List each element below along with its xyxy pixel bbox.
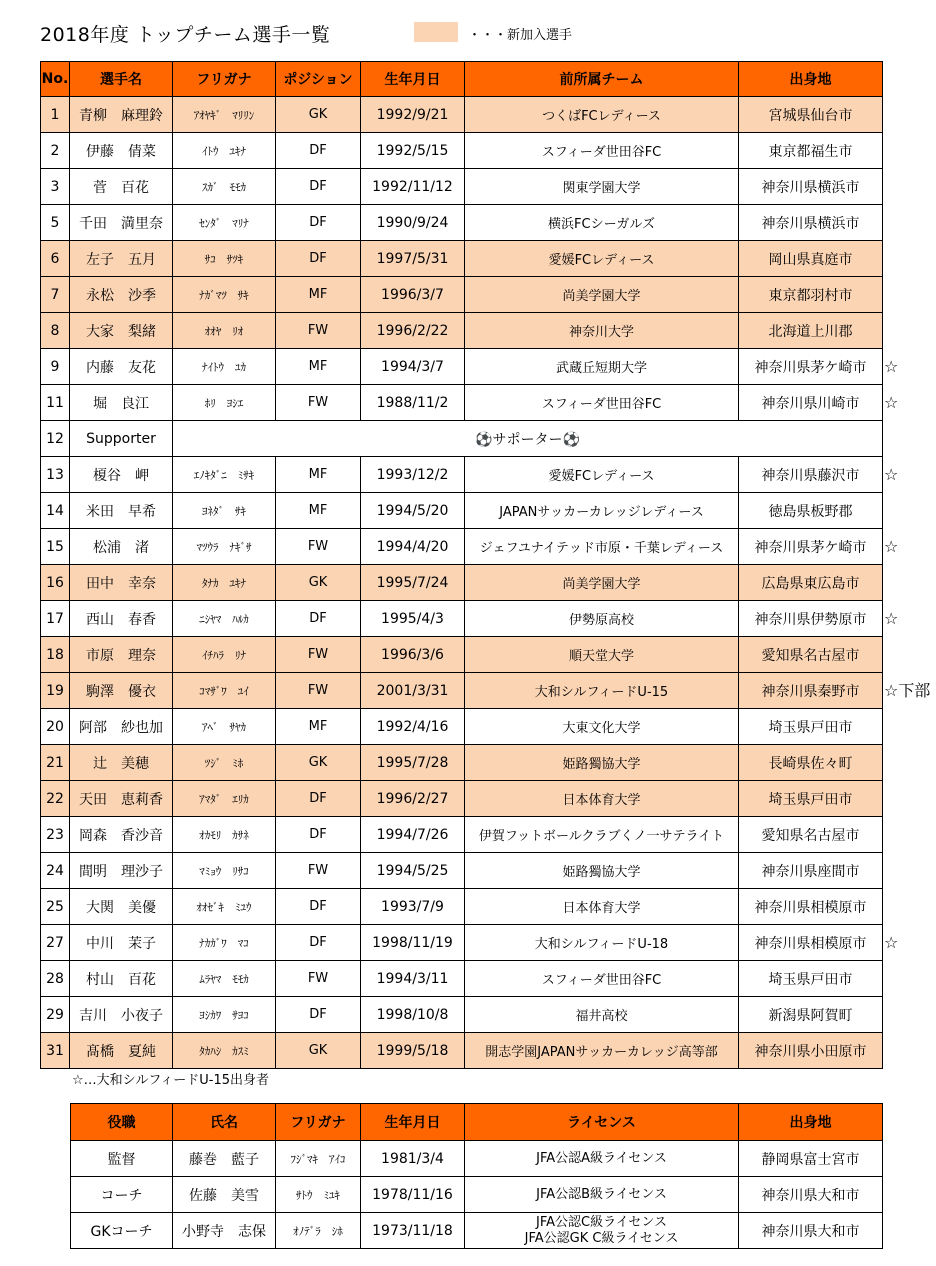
player-hometown: 神奈川県相模原市 [739, 889, 883, 925]
player-name: 内藤 友花 [70, 349, 173, 385]
player-no: 6 [41, 241, 70, 277]
player-name: 松浦 渚 [70, 529, 173, 565]
player-kana: ｺﾏｻﾞﾜ ﾕｲ [173, 673, 276, 709]
player-kana: ﾏﾂｳﾗ ﾅｷﾞｻ [173, 529, 276, 565]
staff-name: 佐藤 美雪 [173, 1177, 276, 1213]
player-prev-team: 関東学園大学 [465, 169, 739, 205]
player-kana: ﾅｲﾄｳ ﾕｶ [173, 349, 276, 385]
player-row [41, 241, 883, 277]
staff-table [70, 1103, 883, 1249]
player-kana: ｵｶﾓﾘ ｶｻﾈ [173, 817, 276, 853]
player-row [41, 781, 883, 817]
player-name: 西山 春香 [70, 601, 173, 637]
player-mark: ☆ [884, 933, 899, 952]
player-hometown: 宮城県仙台市 [739, 97, 883, 133]
player-position: DF [276, 133, 361, 169]
player-kana: ｴﾉｷﾀﾞﾆ ﾐｻｷ [173, 457, 276, 493]
player-kana: ﾅｶﾞﾏﾂ ｻｷ [173, 277, 276, 313]
player-row [41, 97, 883, 133]
player-birth: 1996/2/22 [361, 313, 465, 349]
player-hometown: 埼玉県戸田市 [739, 781, 883, 817]
legend-swatch [414, 22, 458, 42]
player-row [41, 169, 883, 205]
player-prev-team: 大和シルフィードU-15 [465, 673, 739, 709]
player-birth: 1994/3/11 [361, 961, 465, 997]
player-name: 辻 美穂 [70, 745, 173, 781]
player-birth: 1992/11/12 [361, 169, 465, 205]
player-kana: ﾅｶｶﾞﾜ ﾏｺ [173, 925, 276, 961]
player-row [41, 565, 883, 601]
player-name: 駒澤 優衣 [70, 673, 173, 709]
player-hometown: 神奈川県伊勢原市 [739, 601, 883, 637]
header-role: 役職 [71, 1104, 173, 1141]
player-prev-team: 福井高校 [465, 997, 739, 1033]
player-row [41, 349, 883, 385]
player-position: FW [276, 673, 361, 709]
player-row [41, 277, 883, 313]
license-line: JFA公認A級ライセンス [536, 1150, 667, 1166]
player-name: 青柳 麻理鈴 [70, 97, 173, 133]
player-position: FW [276, 637, 361, 673]
player-name: 天田 恵莉香 [70, 781, 173, 817]
player-name: 中川 茉子 [70, 925, 173, 961]
staff-kana: ｻﾄｳ ﾐﾕｷ [276, 1177, 361, 1213]
staff-row [71, 1213, 883, 1249]
player-no: 3 [41, 169, 70, 205]
player-hometown: 神奈川県茅ケ崎市 [739, 349, 883, 385]
player-name: 岡森 香沙音 [70, 817, 173, 853]
player-name: 千田 満里奈 [70, 205, 173, 241]
player-birth: 1988/11/2 [361, 385, 465, 421]
supporter-no: 12 [41, 421, 70, 457]
player-no: 15 [41, 529, 70, 565]
player-position: DF [276, 817, 361, 853]
player-position: MF [276, 709, 361, 745]
player-birth: 1994/7/26 [361, 817, 465, 853]
player-kana: ｲﾁﾊﾗ ﾘﾅ [173, 637, 276, 673]
player-birth: 1992/5/15 [361, 133, 465, 169]
player-kana: ﾎﾘ ﾖｼｴ [173, 385, 276, 421]
license-line: JFA公認C級ライセンス [536, 1214, 667, 1230]
staff-license [465, 1177, 739, 1213]
header-birth: 生年月日 [361, 62, 465, 97]
player-birth: 1992/9/21 [361, 97, 465, 133]
player-birth: 1996/2/27 [361, 781, 465, 817]
player-birth: 1999/5/18 [361, 1033, 465, 1069]
player-hometown: 愛知県名古屋市 [739, 817, 883, 853]
player-position: DF [276, 925, 361, 961]
player-kana: ｵｵｾﾞｷ ﾐﾕｳ [173, 889, 276, 925]
player-name: 髙橋 夏純 [70, 1033, 173, 1069]
header-license: ライセンス [465, 1104, 739, 1141]
staff-row [71, 1177, 883, 1213]
player-position: FW [276, 853, 361, 889]
player-prev-team: 大和シルフィードU-18 [465, 925, 739, 961]
player-mark: ☆下部 [884, 681, 931, 700]
player-name: 堀 良江 [70, 385, 173, 421]
player-prev-team: JAPANサッカーカレッジレディース [465, 493, 739, 529]
player-hometown: 神奈川県小田原市 [739, 1033, 883, 1069]
player-prev-team: 横浜FCシーガルズ [465, 205, 739, 241]
player-no: 18 [41, 637, 70, 673]
player-hometown: 埼玉県戸田市 [739, 709, 883, 745]
staff-kana: ｵﾉﾃﾞﾗ ｼﾎ [276, 1213, 361, 1249]
supporter-row [41, 421, 883, 457]
player-no: 5 [41, 205, 70, 241]
header-staff-hometown: 出身地 [739, 1104, 883, 1141]
license-line: JFA公認B級ライセンス [536, 1186, 667, 1202]
page-title: 2018年度 トップチーム選手一覧 [40, 24, 331, 46]
player-position: DF [276, 997, 361, 1033]
player-prev-team: 武蔵丘短期大学 [465, 349, 739, 385]
player-hometown: 徳島県板野郡 [739, 493, 883, 529]
player-birth: 1996/3/6 [361, 637, 465, 673]
player-row [41, 997, 883, 1033]
player-row [41, 925, 883, 961]
player-prev-team: 日本体育大学 [465, 889, 739, 925]
player-position: MF [276, 349, 361, 385]
player-hometown: 広島県東広島市 [739, 565, 883, 601]
player-no: 8 [41, 313, 70, 349]
players-table [40, 61, 883, 1069]
staff-name: 藤巻 藍子 [173, 1141, 276, 1177]
player-prev-team: 神奈川大学 [465, 313, 739, 349]
player-row [41, 961, 883, 997]
player-kana: ﾖｼｶﾜ ｻﾖｺ [173, 997, 276, 1033]
player-hometown: 長崎県佐々町 [739, 745, 883, 781]
player-no: 24 [41, 853, 70, 889]
player-position: DF [276, 205, 361, 241]
player-name: 米田 早希 [70, 493, 173, 529]
player-birth: 1994/3/7 [361, 349, 465, 385]
player-hometown: 東京都福生市 [739, 133, 883, 169]
player-row [41, 853, 883, 889]
player-birth: 1998/10/8 [361, 997, 465, 1033]
player-mark: ☆ [884, 357, 899, 376]
staff-role: GKコーチ [71, 1213, 173, 1249]
staff-hometown: 神奈川県大和市 [739, 1213, 883, 1249]
player-position: GK [276, 97, 361, 133]
header-no: No. [41, 62, 70, 97]
player-no: 20 [41, 709, 70, 745]
player-name: 永松 沙季 [70, 277, 173, 313]
player-prev-team: 伊勢原高校 [465, 601, 739, 637]
player-prev-team: スフィーダ世田谷FC [465, 961, 739, 997]
player-no: 11 [41, 385, 70, 421]
player-hometown: 北海道上川郡 [739, 313, 883, 349]
player-no: 29 [41, 997, 70, 1033]
player-hometown: 神奈川県横浜市 [739, 205, 883, 241]
player-kana: ｽｶﾞ ﾓﾓｶ [173, 169, 276, 205]
staff-row [71, 1141, 883, 1177]
player-position: DF [276, 889, 361, 925]
player-name: 田中 幸奈 [70, 565, 173, 601]
staff-hometown: 神奈川県大和市 [739, 1177, 883, 1213]
staff-license [465, 1141, 739, 1177]
player-row [41, 133, 883, 169]
player-birth: 1998/11/19 [361, 925, 465, 961]
player-prev-team: スフィーダ世田谷FC [465, 385, 739, 421]
player-name: 榎谷 岬 [70, 457, 173, 493]
player-position: DF [276, 169, 361, 205]
player-position: FW [276, 385, 361, 421]
player-name: 大関 美優 [70, 889, 173, 925]
player-name: 伊藤 倩菜 [70, 133, 173, 169]
player-no: 13 [41, 457, 70, 493]
player-no: 23 [41, 817, 70, 853]
player-name: 村山 百花 [70, 961, 173, 997]
player-kana: ﾖﾈﾀﾞ ｻｷ [173, 493, 276, 529]
footnote: ☆…大和シルフィードU-15出身者 [72, 1073, 270, 1088]
player-name: 左子 五月 [70, 241, 173, 277]
staff-license [465, 1213, 739, 1249]
player-name: 間明 理沙子 [70, 853, 173, 889]
player-prev-team: 日本体育大学 [465, 781, 739, 817]
player-position: MF [276, 493, 361, 529]
staff-header-row [71, 1104, 883, 1141]
staff-birth: 1981/3/4 [361, 1141, 465, 1177]
players-header-row [41, 62, 883, 97]
player-kana: ｱﾍﾞ ｻﾔｶ [173, 709, 276, 745]
player-prev-team: 順天堂大学 [465, 637, 739, 673]
player-prev-team: 尚美学園大学 [465, 565, 739, 601]
player-kana: ｾﾝﾀﾞ ﾏﾘﾅ [173, 205, 276, 241]
player-mark: ☆ [884, 537, 899, 556]
player-row [41, 205, 883, 241]
player-row [41, 817, 883, 853]
player-no: 21 [41, 745, 70, 781]
player-prev-team: 愛媛FCレディース [465, 457, 739, 493]
player-no: 28 [41, 961, 70, 997]
player-birth: 1994/4/20 [361, 529, 465, 565]
player-birth: 1995/7/24 [361, 565, 465, 601]
player-row [41, 385, 883, 421]
player-row [41, 493, 883, 529]
player-mark: ☆ [884, 609, 899, 628]
player-mark: ☆ [884, 465, 899, 484]
player-position: GK [276, 745, 361, 781]
player-birth: 1993/12/2 [361, 457, 465, 493]
player-kana: ﾀﾅｶ ﾕｷﾅ [173, 565, 276, 601]
player-kana: ﾑﾗﾔﾏ ﾓﾓｶ [173, 961, 276, 997]
player-hometown: 神奈川県茅ケ崎市 [739, 529, 883, 565]
player-hometown: 愛知県名古屋市 [739, 637, 883, 673]
player-birth: 1994/5/20 [361, 493, 465, 529]
player-prev-team: 尚美学園大学 [465, 277, 739, 313]
player-hometown: 神奈川県相模原市 [739, 925, 883, 961]
license-line: JFA公認GK C級ライセンス [524, 1230, 679, 1246]
player-row [41, 637, 883, 673]
header-staff-name: 氏名 [173, 1104, 276, 1141]
player-prev-team: 姫路獨協大学 [465, 745, 739, 781]
player-row [41, 889, 883, 925]
player-prev-team: 開志学園JAPANサッカーカレッジ高等部 [465, 1033, 739, 1069]
player-hometown: 東京都羽村市 [739, 277, 883, 313]
header-staff-kana: フリガナ [276, 1104, 361, 1141]
player-position: DF [276, 601, 361, 637]
player-position: MF [276, 457, 361, 493]
player-no: 7 [41, 277, 70, 313]
player-hometown: 埼玉県戸田市 [739, 961, 883, 997]
player-kana: ﾆｼﾔﾏ ﾊﾙｶ [173, 601, 276, 637]
player-position: FW [276, 313, 361, 349]
player-no: 27 [41, 925, 70, 961]
player-no: 1 [41, 97, 70, 133]
legend-text: ・・・新加入選手 [468, 28, 573, 43]
player-birth: 1992/4/16 [361, 709, 465, 745]
player-hometown: 神奈川県川崎市 [739, 385, 883, 421]
player-kana: ﾀｶﾊｼ ｶｽﾐ [173, 1033, 276, 1069]
player-position: GK [276, 565, 361, 601]
player-hometown: 神奈川県藤沢市 [739, 457, 883, 493]
player-birth: 2001/3/31 [361, 673, 465, 709]
player-kana: ｲﾄｳ ﾕｷﾅ [173, 133, 276, 169]
player-no: 31 [41, 1033, 70, 1069]
player-no: 17 [41, 601, 70, 637]
player-prev-team: 愛媛FCレディース [465, 241, 739, 277]
player-name: 吉川 小夜子 [70, 997, 173, 1033]
player-name: 菅 百花 [70, 169, 173, 205]
player-no: 9 [41, 349, 70, 385]
player-row [41, 313, 883, 349]
player-no: 25 [41, 889, 70, 925]
player-birth: 1995/4/3 [361, 601, 465, 637]
player-row [41, 601, 883, 637]
header-name: 選手名 [70, 62, 173, 97]
player-birth: 1995/7/28 [361, 745, 465, 781]
player-row [41, 1033, 883, 1069]
supporter-name: Supporter [70, 421, 173, 457]
player-no: 19 [41, 673, 70, 709]
player-prev-team: つくばFCレディース [465, 97, 739, 133]
staff-name: 小野寺 志保 [173, 1213, 276, 1249]
player-hometown: 神奈川県横浜市 [739, 169, 883, 205]
header-hometown: 出身地 [739, 62, 883, 97]
player-kana: ﾂｼﾞ ﾐﾎ [173, 745, 276, 781]
player-name: 市原 理奈 [70, 637, 173, 673]
supporter-label: ⚽サポーター⚽ [173, 421, 883, 457]
player-birth: 1993/7/9 [361, 889, 465, 925]
player-row [41, 457, 883, 493]
staff-birth: 1973/11/18 [361, 1213, 465, 1249]
player-birth: 1994/5/25 [361, 853, 465, 889]
player-kana: ｱｵﾔｷﾞ ﾏﾘﾘﾝ [173, 97, 276, 133]
player-kana: ﾏﾐｮｳ ﾘｻｺ [173, 853, 276, 889]
player-kana: ｵｵﾔ ﾘｵ [173, 313, 276, 349]
player-birth: 1997/5/31 [361, 241, 465, 277]
player-prev-team: 伊賀フットボールクラブくノ一サテライト [465, 817, 739, 853]
staff-role: コーチ [71, 1177, 173, 1213]
player-row [41, 745, 883, 781]
player-prev-team: ジェフユナイテッド市原・千葉レディース [465, 529, 739, 565]
player-position: FW [276, 529, 361, 565]
staff-hometown: 静岡県富士宮市 [739, 1141, 883, 1177]
player-prev-team: スフィーダ世田谷FC [465, 133, 739, 169]
player-name: 阿部 紗也加 [70, 709, 173, 745]
staff-birth: 1978/11/16 [361, 1177, 465, 1213]
player-no: 2 [41, 133, 70, 169]
header-position: ポジション [276, 62, 361, 97]
player-row [41, 673, 883, 709]
player-birth: 1990/9/24 [361, 205, 465, 241]
player-kana: ｱﾏﾀﾞ ｴﾘｶ [173, 781, 276, 817]
player-hometown: 神奈川県座間市 [739, 853, 883, 889]
staff-kana: ﾌｼﾞﾏｷ ｱｲｺ [276, 1141, 361, 1177]
player-no: 14 [41, 493, 70, 529]
staff-role: 監督 [71, 1141, 173, 1177]
player-hometown: 岡山県真庭市 [739, 241, 883, 277]
header-staff-birth: 生年月日 [361, 1104, 465, 1141]
player-prev-team: 姫路獨協大学 [465, 853, 739, 889]
player-position: GK [276, 1033, 361, 1069]
header-prev-team: 前所属チーム [465, 62, 739, 97]
header-kana: フリガナ [173, 62, 276, 97]
player-hometown: 神奈川県秦野市 [739, 673, 883, 709]
player-prev-team: 大東文化大学 [465, 709, 739, 745]
player-kana: ｻｺ ｻﾂｷ [173, 241, 276, 277]
player-no: 22 [41, 781, 70, 817]
player-birth: 1996/3/7 [361, 277, 465, 313]
player-row [41, 709, 883, 745]
player-position: MF [276, 277, 361, 313]
player-position: DF [276, 781, 361, 817]
player-position: FW [276, 961, 361, 997]
player-position: DF [276, 241, 361, 277]
player-row [41, 529, 883, 565]
player-no: 16 [41, 565, 70, 601]
player-mark: ☆ [884, 393, 899, 412]
player-name: 大家 梨緒 [70, 313, 173, 349]
player-hometown: 新潟県阿賀町 [739, 997, 883, 1033]
